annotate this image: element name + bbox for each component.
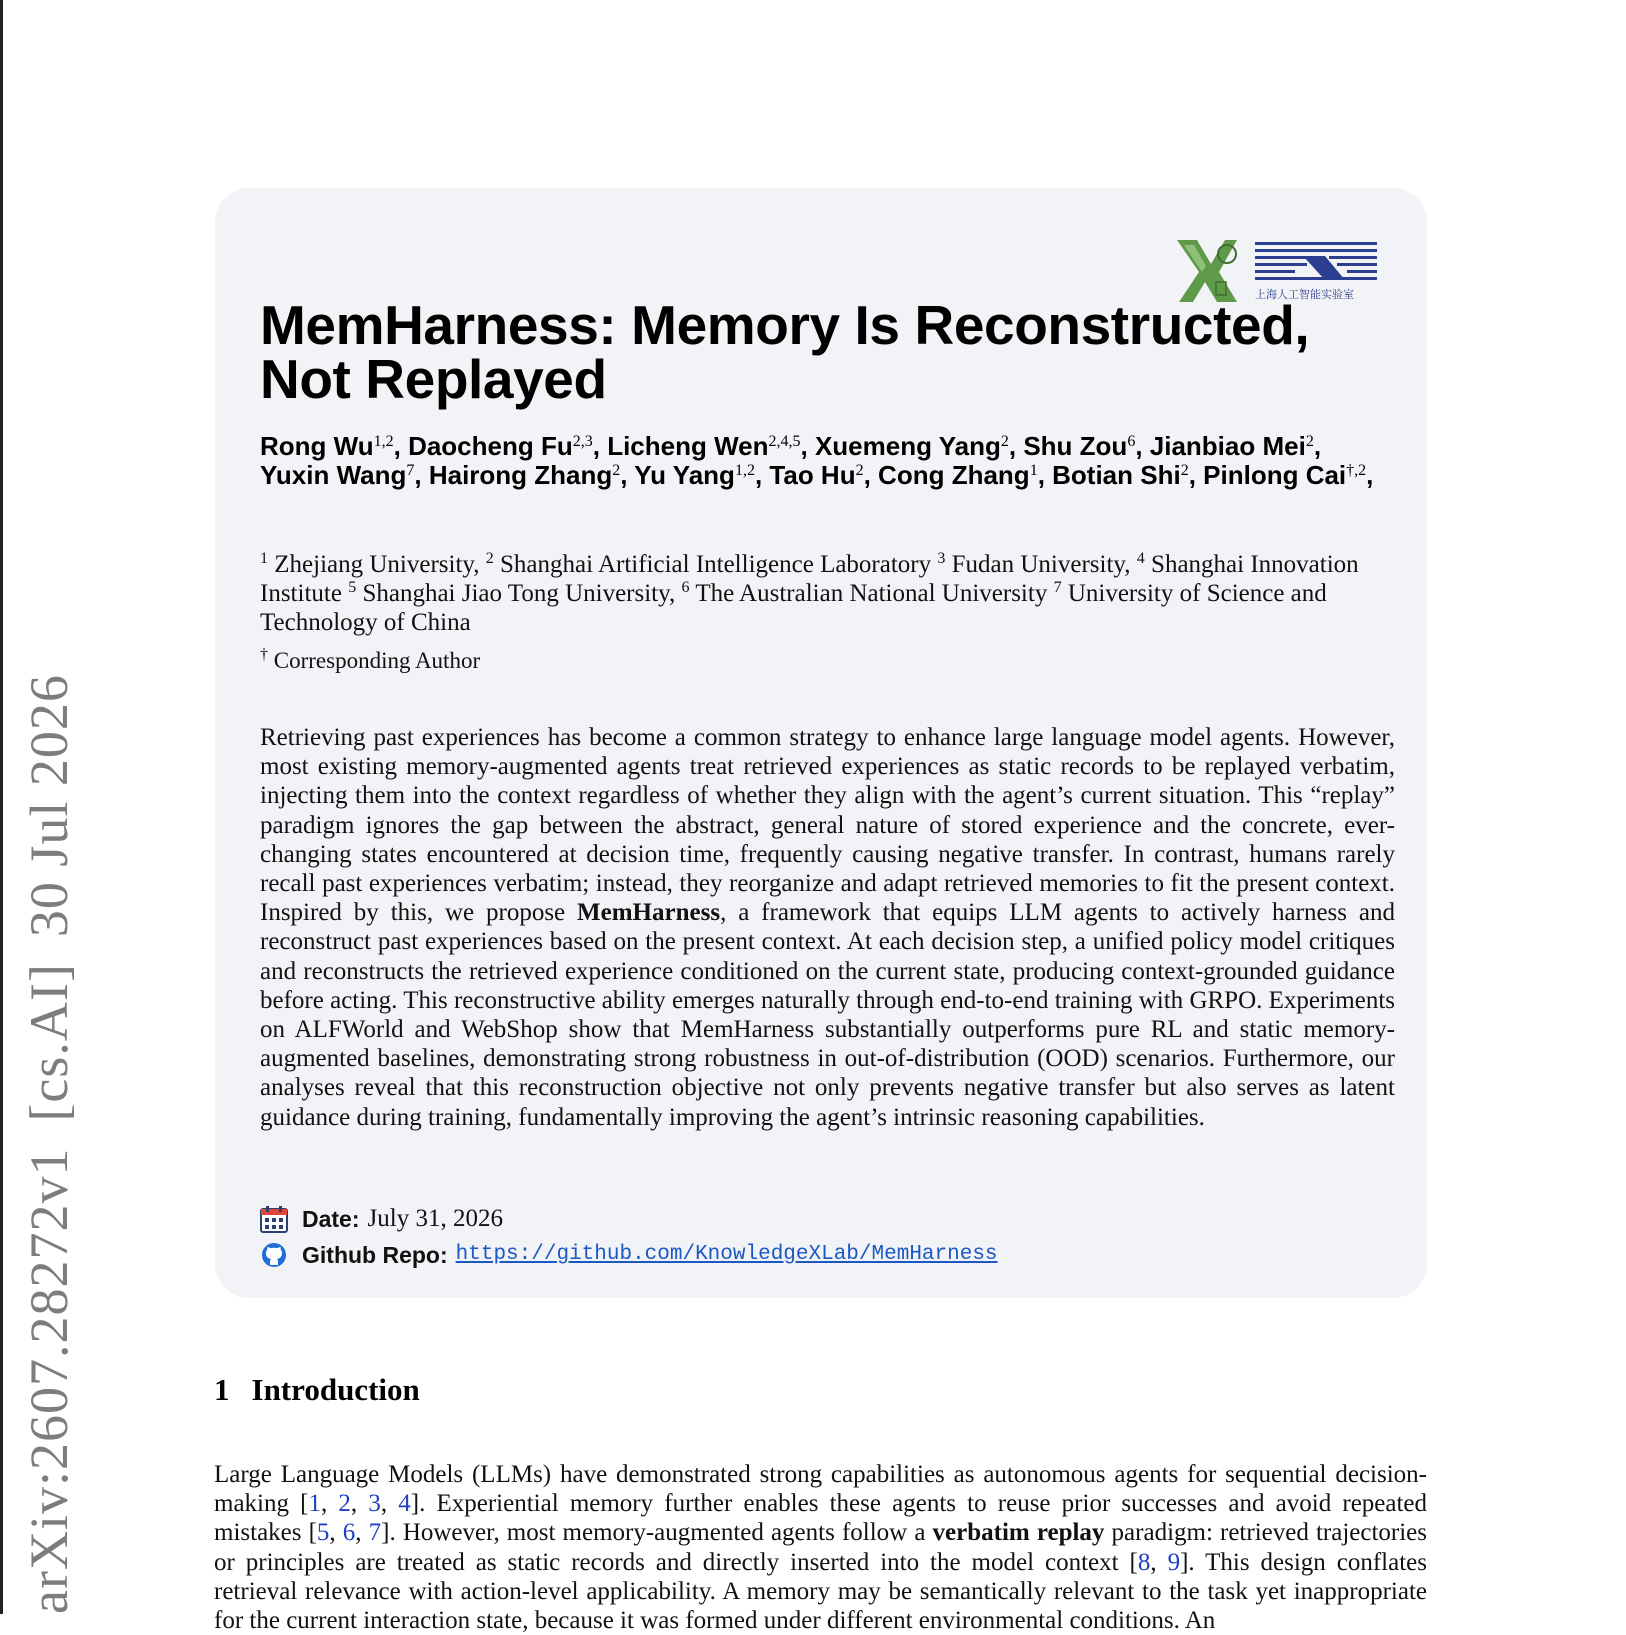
arxiv-stamp: [19, 648, 79, 1614]
author: Yuxin Wang$^7$,: [260, 460, 429, 490]
introduction-paragraph: Large Language Models (LLMs) have demonstrated strong capabilities as autonomous agents for sequential decision-making [1, 2, 3, 4]. Experiential memory further enables these agents to reuse prior successes and avoid repeated mistakes [5, 6, 7]. However, most memory-augmented agents follow a verbatim replay paradigm: retrieved trajectories or principles are treated as static records and directly inserted into the model context [8, 9]. This design conflates retrieval relevance with action-level applicability. A memory may be semantically relevant to the task yet inappropriate for the current interaction state, because it was formed under different environmental conditions. An: [214, 1461, 1428, 1635]
citation-link[interactable]: 5: [316, 1519, 330, 1547]
author: Pinlong Cai$^{\dagger,2}$,: [1203, 460, 1374, 490]
arxiv-category: [cs.AI]: [19, 963, 79, 1122]
author: Licheng Wen$^{2,4,5}$,: [607, 431, 815, 461]
date-value: July 31, 2026: [367, 1205, 503, 1232]
citation-link[interactable]: 6: [342, 1519, 356, 1547]
framework-name: MemHarness: [577, 899, 721, 927]
citation-link[interactable]: 9: [1167, 1548, 1181, 1576]
shanghai-ai-lab-logo: [1255, 242, 1377, 301]
affiliation: $^4$ Shanghai Innovation Institute: [260, 550, 1359, 607]
date-row: [260, 1204, 503, 1234]
author: Rong Wu$^{1,2}$,: [260, 431, 409, 461]
author: Yu Yang$^{1,2}$,: [634, 460, 770, 490]
author: Jianbiao Mei$^2$,: [1149, 431, 1322, 461]
citation-link[interactable]: 3: [368, 1490, 381, 1518]
arxiv-date: 30 Jul 2026: [19, 674, 79, 938]
arxiv-id: arXiv:2607.28272v1: [19, 1147, 79, 1614]
affiliation: $^3$ Fudan University,: [937, 550, 1131, 578]
abstract: Retrieving past experiences has become a common strategy to enhance large language model agents. However, most existing memory-augmented agents treat retrieved experiences as static records to be replayed verbatim, injecting them into the context regardless of whether they align with the agent’s current situation. This “replay” paradigm ignores the gap between the abstract, general nature of stored experience and the concrete, ever-changing states encountered at decision time, frequently causing negative transfer. In contrast, humans rarely recall past experiences verbatim; instead, they reorganize and adapt retrieved memories to fit the present context. Inspired by this, we propose MemHarness, a framework that equips LLM agents to actively harness and reconstruct past experiences based on the present context. At each decision step, a unified policy model critiques and reconstructs the retrieved experience conditioned on the current state, producing context-grounded guidance before acting. This reconstructive ability emerges naturally through end-to-end training with GRPO. Experiments on ALFWorld and WebShop show that MemHarness substantially outperforms pure RL and static memory-augmented baselines, demonstrating strong robustness in out-of-distribution (OOD) scenarios. Furthermore, our analyses reveal that this reconstruction objective not only prevents negative transfer but also serves as latent guidance during training, fundamentally improving the agent’s intrinsic reasoning capabilities.: [260, 724, 1395, 1131]
author: Hairong Zhang$^2$,: [428, 460, 635, 490]
author: Cong Zhang$^1$,: [878, 460, 1053, 490]
github-icon: [260, 1241, 288, 1269]
affiliation: $^6$ The Australian National University: [681, 579, 1048, 607]
repo-row: [260, 1240, 998, 1270]
affiliation: $^7$ University of Science and Technology of China: [260, 579, 1327, 636]
github-repo-link[interactable]: https://github.com/KnowledgeXLab/MemHarness: [455, 1243, 998, 1266]
citation-link[interactable]: 1: [308, 1490, 321, 1518]
section-number: 1: [214, 1372, 230, 1407]
section-heading: [214, 1372, 420, 1408]
author: Tao Hu$^2$,: [769, 460, 879, 490]
citation-link[interactable]: 4: [398, 1490, 411, 1518]
affiliation: $^1$ Zhejiang University,: [260, 550, 480, 578]
citation-link[interactable]: 8: [1137, 1548, 1151, 1576]
citation-link[interactable]: 7: [368, 1519, 382, 1547]
x-lab-logo: [1177, 240, 1237, 302]
date-label: Date:: [302, 1206, 360, 1232]
affiliation-list: [260, 550, 1395, 637]
author: Botian Shi$^2$,: [1052, 460, 1204, 490]
author: Xuemeng Yang$^2$,: [814, 431, 1024, 461]
repo-label: Github Repo:: [302, 1242, 448, 1268]
title-card: [215, 188, 1427, 1298]
author: Shu Zou$^6$,: [1023, 431, 1150, 461]
emphasis-verbatim-replay: verbatim replay: [932, 1519, 1105, 1547]
calendar-icon: [260, 1205, 288, 1233]
author: Daocheng Fu$^{2,3}$,: [408, 431, 608, 461]
dagger-mark: †: [260, 646, 268, 663]
citation-link[interactable]: 2: [338, 1490, 351, 1518]
page-left-border: [0, 0, 3, 1614]
author-list: [260, 432, 1395, 490]
section-title: Introduction: [251, 1372, 420, 1407]
lab-logo-text: 上海人工智能实验室: [1255, 288, 1354, 301]
affiliation: $^2$ Shanghai Artificial Intelligence Laboratory: [485, 550, 932, 578]
affiliation: $^5$ Shanghai Jiao Tong University,: [348, 579, 676, 607]
title-line-1: MemHarness: Memory Is Reconstructed,: [260, 294, 1310, 356]
corresponding-author-note: † Corresponding Author: [260, 646, 481, 673]
title-line-2: Not Replayed: [260, 348, 607, 410]
